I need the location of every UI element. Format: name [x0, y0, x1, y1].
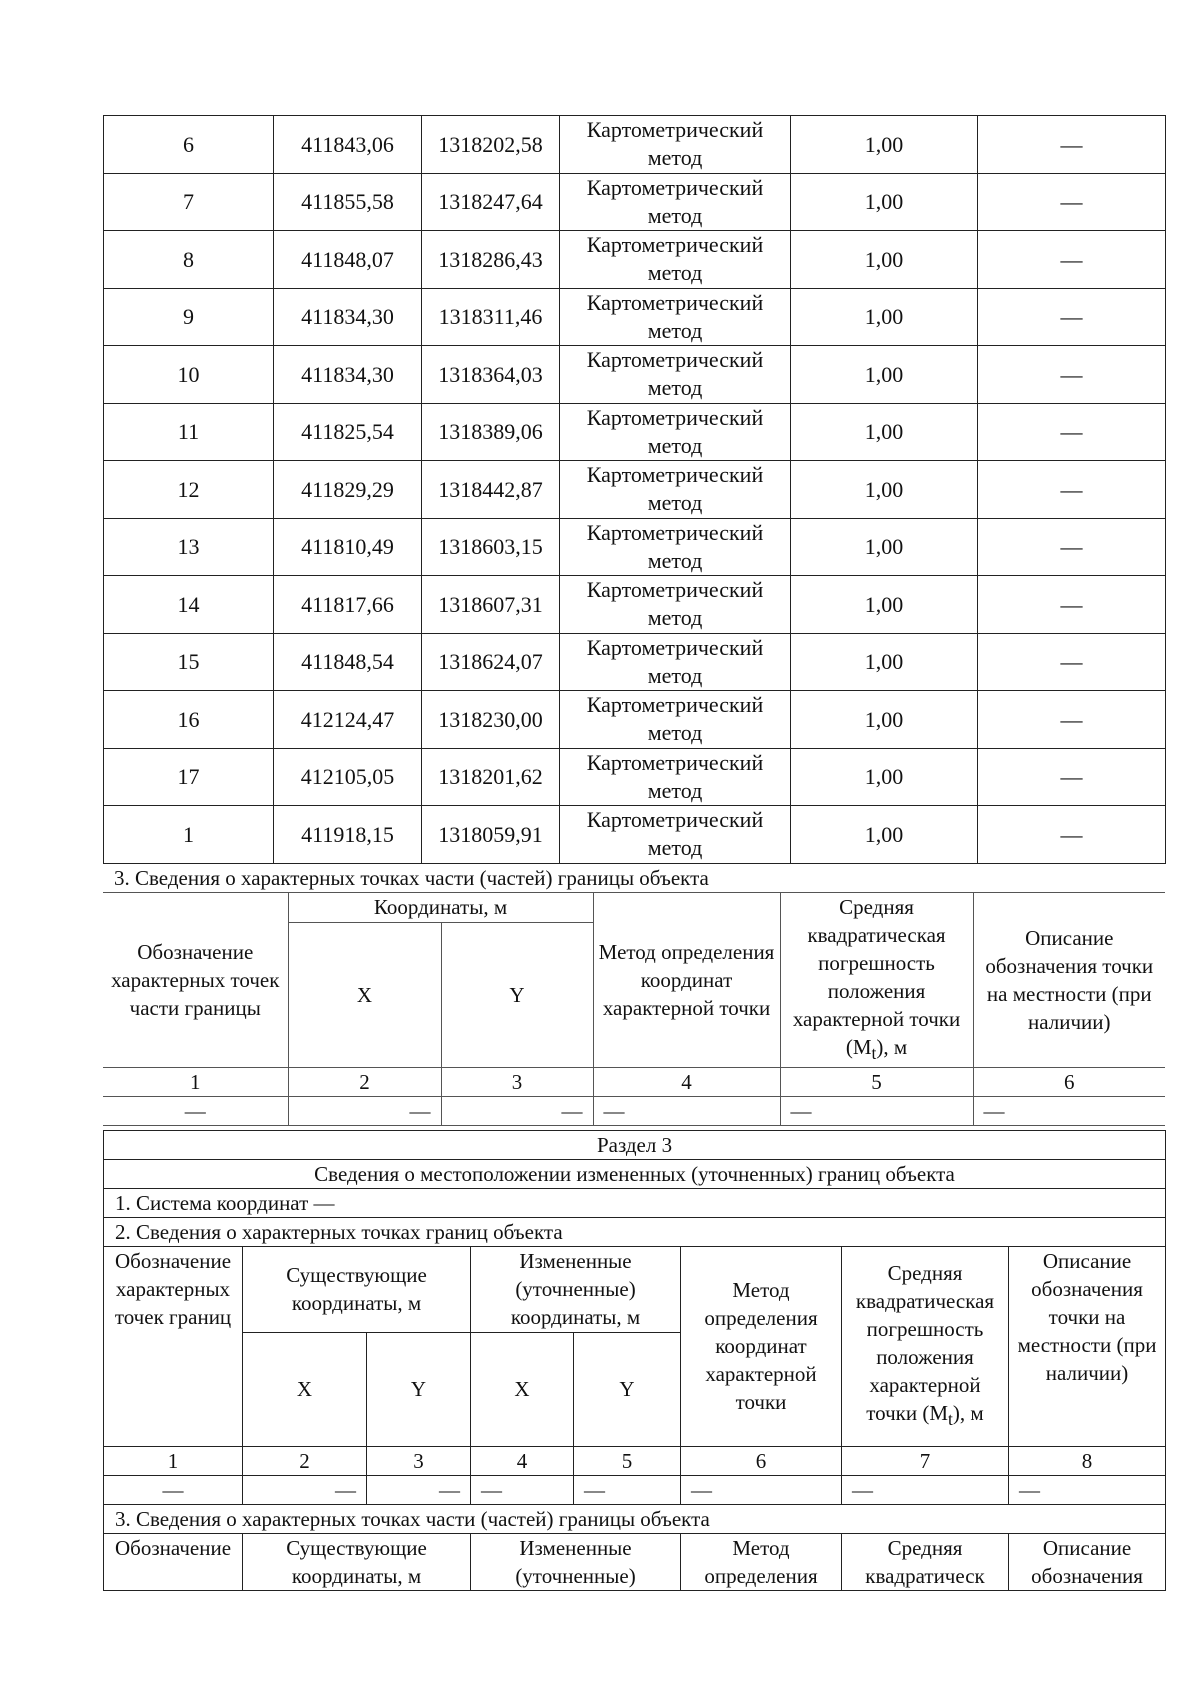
dash-cell: —: [367, 1475, 471, 1504]
method: Картометрический метод: [560, 748, 791, 806]
point-description: —: [978, 691, 1166, 749]
header-designation: Обозначение характерных точек границ: [104, 1246, 243, 1446]
table-row: [104, 633, 1166, 691]
method: Картометрический метод: [560, 231, 791, 289]
dash-cell: —: [471, 1475, 574, 1504]
header-x: X: [288, 922, 441, 1067]
point-description: —: [978, 806, 1166, 864]
coord-x: 411848,07: [274, 231, 422, 289]
section3-title: Раздел 3: [104, 1130, 1166, 1159]
coord-x: 411834,30: [274, 346, 422, 404]
header-error: Средняя квадратическ: [842, 1533, 1009, 1590]
point-number: 13: [104, 518, 274, 576]
header-existing-coords: Существующие координаты, м: [243, 1246, 471, 1332]
method: Картометрический метод: [560, 691, 791, 749]
section3-subtitle: Сведения о местоположении измененных (уточненных) границ объекта: [104, 1159, 1166, 1188]
coord-y: 1318286,43: [422, 231, 560, 289]
table-row: [104, 806, 1166, 864]
coord-y: 1318364,03: [422, 346, 560, 404]
point-number: 7: [104, 173, 274, 231]
coord-x: 411855,58: [274, 173, 422, 231]
error-value: 1,00: [791, 518, 978, 576]
point-number: 16: [104, 691, 274, 749]
coord-x: 411810,49: [274, 518, 422, 576]
col-number: 7: [842, 1446, 1009, 1475]
coord-y: 1318389,06: [422, 403, 560, 461]
table-row: [104, 288, 1166, 346]
header-description: Описание обозначения точки на местности (при наличии): [973, 892, 1165, 1067]
error-value: 1,00: [791, 748, 978, 806]
coord-y: 1318201,62: [422, 748, 560, 806]
coord-x: 411843,06: [274, 116, 422, 174]
col-number: 1: [103, 1067, 288, 1096]
header-designation: Обозначение характерных точек части границы: [103, 892, 288, 1067]
dash-cell: —: [593, 1096, 780, 1125]
coord-y: 1318059,91: [422, 806, 560, 864]
point-description: —: [978, 576, 1166, 634]
header-method: Метод определения координат характерной точки: [593, 892, 780, 1067]
error-value: 1,00: [791, 691, 978, 749]
point-description: —: [978, 346, 1166, 404]
method: Картометрический метод: [560, 461, 791, 519]
section3-part2-caption: 2. Сведения о характерных точках границ объекта: [104, 1217, 1166, 1246]
error-value: 1,00: [791, 346, 978, 404]
coord-x: 411918,15: [274, 806, 422, 864]
table-row: [104, 346, 1166, 404]
table-row: [104, 231, 1166, 289]
dash-cell: —: [574, 1475, 681, 1504]
header-error: Средняя квадратическая погрешность положения характерной точки $(M_t)$, м: [780, 892, 973, 1067]
point-number: 1: [104, 806, 274, 864]
header-changed-coords: Измененные (уточненные): [471, 1533, 681, 1590]
coord-y: 1318230,00: [422, 691, 560, 749]
col-number: 6: [681, 1446, 842, 1475]
document-page: [103, 115, 1165, 1591]
method: Картометрический метод: [560, 173, 791, 231]
col-number: 8: [1009, 1446, 1166, 1475]
section3-part3-caption: 3. Сведения о характерных точках части (частей) границы объекта: [104, 1504, 1166, 1533]
error-value: 1,00: [791, 461, 978, 519]
method: Картометрический метод: [560, 346, 791, 404]
table-row: [104, 173, 1166, 231]
header-description: Описание обозначения: [1009, 1533, 1166, 1590]
section2-part3-caption: 3. Сведения о характерных точках части (частей) границы объекта: [114, 865, 709, 890]
col-number: 5: [780, 1067, 973, 1096]
table-row: [104, 403, 1166, 461]
coord-y: 1318624,07: [422, 633, 560, 691]
method: Картометрический метод: [560, 288, 791, 346]
header-method: Метод определения: [681, 1533, 842, 1590]
header-y: Y: [441, 922, 593, 1067]
method: Картометрический метод: [560, 576, 791, 634]
dash-cell: —: [441, 1096, 593, 1125]
table-row: [104, 748, 1166, 806]
col-number: 3: [367, 1446, 471, 1475]
point-description: —: [978, 461, 1166, 519]
header-changed-y: Y: [574, 1332, 681, 1446]
points-table: [103, 115, 1166, 864]
header-changed-x: X: [471, 1332, 574, 1446]
col-number: 5: [574, 1446, 681, 1475]
table-row: [104, 518, 1166, 576]
header-existing-x: X: [243, 1332, 367, 1446]
header-description: Описание обозначения точки на местности (при наличии): [1009, 1246, 1166, 1446]
point-number: 6: [104, 116, 274, 174]
dash-cell: —: [104, 1475, 243, 1504]
coord-x: 411848,54: [274, 633, 422, 691]
dash-cell: —: [681, 1475, 842, 1504]
method: Картометрический метод: [560, 518, 791, 576]
dash-cell: —: [973, 1096, 1165, 1125]
coord-x: 412105,05: [274, 748, 422, 806]
point-number: 14: [104, 576, 274, 634]
point-description: —: [978, 231, 1166, 289]
dash-cell: —: [288, 1096, 441, 1125]
error-value: 1,00: [791, 288, 978, 346]
col-number: 4: [471, 1446, 574, 1475]
point-number: 11: [104, 403, 274, 461]
error-value: 1,00: [791, 633, 978, 691]
point-number: 8: [104, 231, 274, 289]
header-error: Средняя квадратическая погрешность положения характерной точки $(M_t)$, м: [842, 1246, 1009, 1446]
method: Картометрический метод: [560, 116, 791, 174]
header-method: Метод определения координат характерной точки: [681, 1246, 842, 1446]
coord-x: 411829,29: [274, 461, 422, 519]
error-value: 1,00: [791, 173, 978, 231]
point-number: 12: [104, 461, 274, 519]
coord-y: 1318247,64: [422, 173, 560, 231]
point-description: —: [978, 288, 1166, 346]
method: Картометрический метод: [560, 633, 791, 691]
col-number: 2: [243, 1446, 367, 1475]
coord-y: 1318202,58: [422, 116, 560, 174]
header-coordinates: Координаты, м: [288, 892, 593, 922]
point-description: —: [978, 633, 1166, 691]
dash-cell: —: [243, 1475, 367, 1504]
method: Картометрический метод: [560, 403, 791, 461]
point-number: 15: [104, 633, 274, 691]
part-boundary-table: [103, 892, 1165, 1126]
point-description: —: [978, 403, 1166, 461]
col-number: 2: [288, 1067, 441, 1096]
coord-x: 411834,30: [274, 288, 422, 346]
coord-y: 1318311,46: [422, 288, 560, 346]
coord-x: 411825,54: [274, 403, 422, 461]
point-number: 17: [104, 748, 274, 806]
table-row: [104, 116, 1166, 174]
dash-cell: —: [103, 1096, 288, 1125]
error-value: 1,00: [791, 806, 978, 864]
point-description: —: [978, 173, 1166, 231]
col-number: 3: [441, 1067, 593, 1096]
coord-y: 1318442,87: [422, 461, 560, 519]
col-number: 4: [593, 1067, 780, 1096]
table-row: [104, 461, 1166, 519]
error-value: 1,00: [791, 231, 978, 289]
dash-cell: —: [842, 1475, 1009, 1504]
table-row: [104, 576, 1166, 634]
error-value: 1,00: [791, 403, 978, 461]
method: Картометрический метод: [560, 806, 791, 864]
section3-table: [103, 1130, 1166, 1591]
col-number: 1: [104, 1446, 243, 1475]
coord-y: 1318603,15: [422, 518, 560, 576]
point-number: 10: [104, 346, 274, 404]
coord-x: 411817,66: [274, 576, 422, 634]
table-row: [104, 691, 1166, 749]
point-description: —: [978, 518, 1166, 576]
col-number: 6: [973, 1067, 1165, 1096]
header-designation: Обозначение: [104, 1533, 243, 1590]
error-value: 1,00: [791, 576, 978, 634]
coord-y: 1318607,31: [422, 576, 560, 634]
dash-cell: —: [780, 1096, 973, 1125]
points-table-body: [104, 116, 1166, 864]
point-description: —: [978, 116, 1166, 174]
point-description: —: [978, 748, 1166, 806]
header-existing-coords: Существующие координаты, м: [243, 1533, 471, 1590]
header-existing-y: Y: [367, 1332, 471, 1446]
coordinate-system: 1. Система координат —: [104, 1188, 1166, 1217]
point-number: 9: [104, 288, 274, 346]
dash-cell: —: [1009, 1475, 1166, 1504]
coord-x: 412124,47: [274, 691, 422, 749]
header-changed-coords: Измененные (уточненные) координаты, м: [471, 1246, 681, 1332]
error-value: 1,00: [791, 116, 978, 174]
